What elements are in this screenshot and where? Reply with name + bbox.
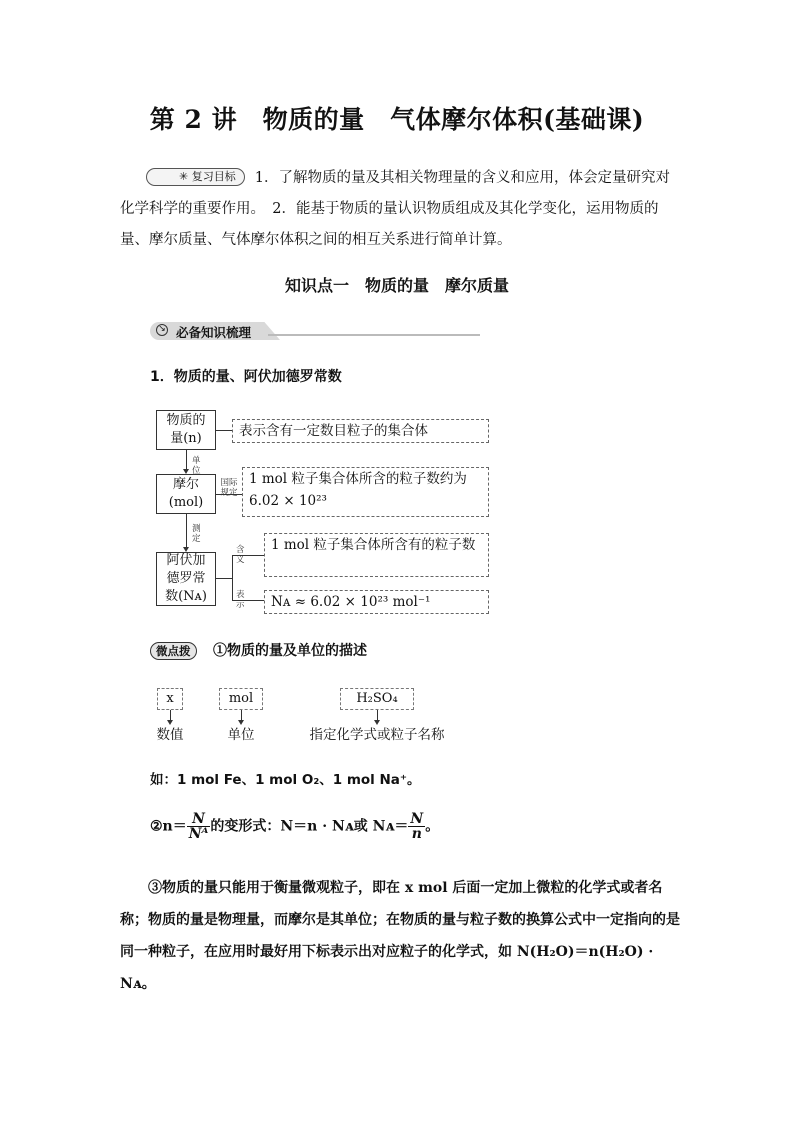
node1-description: 表示含有一定数目粒子的集合体 [232, 419, 489, 443]
node-mole [156, 474, 216, 514]
review-text: 1．了解物质的量及其相关物理量的含义和应用，体会定量研究对化学科学的重要作用。 2．能基于物质的量认识物质组成及其化学变化，运用物质的量、摩尔质量、气体摩尔体积之间的相互关系进行简单计算。 [120, 170, 670, 248]
micro-tip-badge: 微点拨 [150, 642, 197, 660]
link-measure-label: 测定 [192, 524, 201, 544]
node3-label: 阿伏加德罗常数(Nᴀ) [165, 553, 207, 604]
formula-line [150, 812, 439, 841]
fraction-na-numerator: N [410, 811, 424, 827]
formula-end: 。 [425, 818, 440, 835]
part-value-label: 数值 [156, 727, 184, 743]
check-circle-icon: ↘ [156, 324, 168, 336]
formula-intro: ②n＝ [150, 818, 187, 835]
banner-line [268, 334, 480, 336]
part-unit-box: mol [219, 688, 263, 710]
part-unit-label: 单位 [227, 727, 255, 743]
banner-label: 必备知识梳理 [176, 325, 252, 340]
part-formula-label: 指定化学式或粒子名称 [309, 727, 445, 743]
node-amount-of-substance [156, 410, 216, 450]
heading-1: 1．物质的量、阿伏加德罗常数 [150, 369, 342, 385]
node3-expression: Nᴀ ≈ 6.02 × 10²³ mol⁻¹ [264, 590, 489, 614]
node1-label: 物质的量(n) [166, 413, 206, 446]
node3-meaning: 1 mol 粒子集合体所含有的粒子数 [264, 533, 489, 577]
section-title: 知识点一 物质的量 摩尔质量 [284, 276, 509, 295]
part-value-box: x [157, 688, 183, 710]
fraction-n-numerator: N [187, 812, 211, 827]
tag-express: 表示 [236, 590, 245, 610]
formula-middle: 的变形式：N＝n · Nᴀ或 Nᴀ＝ [210, 818, 409, 835]
fraction-n-denominator: Nᴬ [188, 826, 209, 842]
node-avogadro [156, 552, 216, 606]
review-badge: ✳ 复习目标 [146, 168, 245, 186]
knowledge-banner [150, 322, 480, 340]
example-line: 如：1 mol Fe、1 mol O₂、1 mol Na⁺。 [150, 772, 421, 788]
tag-meaning: 含义 [236, 545, 245, 565]
node2-label: 摩尔(mol) [168, 477, 204, 510]
fraction-na-denominator: n [411, 826, 422, 842]
part-formula-box: H₂SO₄ [340, 688, 414, 710]
review-goals [120, 163, 680, 256]
page-title: 第 2 讲 物质的量 气体摩尔体积(基础课) [149, 105, 645, 134]
tag-international: 国际规定 [220, 478, 238, 498]
fraction-n [187, 812, 211, 841]
review-badge-label: 复习目标 [191, 170, 236, 183]
fraction-na [408, 812, 425, 841]
node2-description: 1 mol 粒子集合体所含的粒子数约为 6.02 × 10²³ [242, 467, 489, 517]
micro-tip-title: ①物质的量及单位的描述 [213, 643, 367, 659]
link-unit-label: 单位 [192, 456, 201, 476]
note-3: ③物质的量只能用于衡量微观粒子，即在 x mol 后面一定加上微粒的化学式或者名称；物质的量是物理量，而摩尔是其单位；在物质的量与粒子数的换算公式中一定指向的是同一种粒子，在应用时最好用下标表示出对应粒子的化学式，如 N(H₂O)＝n(H₂O) · Nᴀ。 [120, 880, 680, 992]
